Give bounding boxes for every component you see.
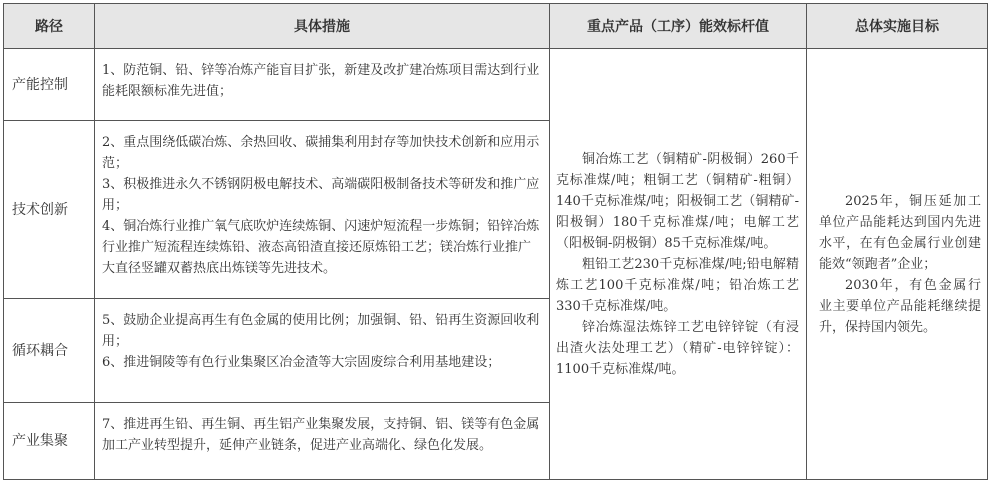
measures-cell [95,403,550,480]
benchmark-zinc: 锌冶炼湿法炼锌工艺电锌锌锭（有浸出渣火法处理工艺）（精矿-电锌锌锭）：1100千克标准煤/吨。 [556,319,799,377]
header-row [4,4,988,49]
measures-cell [95,49,550,121]
path-cell: 产业集聚 [4,403,95,480]
measure-item: 5、鼓励企业提高再生有色金属的使用比例；加强铜、铅、铅再生资源回收利用； [102,313,540,349]
path-cell: 产能控制 [4,49,95,121]
benchmark-cell [550,49,807,480]
benchmark-lead: 粗铅工艺230千克标准煤/吨;铅电解精炼工艺100千克标准煤/吨；铅冶炼工艺330千克标准煤/吨。 [556,256,799,314]
benchmark-copper: 铜冶炼工艺（铜精矿-阴极铜）260千克标准煤/吨；粗铜工艺（铜精矿-粗铜）140千克标准煤/吨；阳极铜工艺（铜精矿-阳极铜）180千克标准煤/吨；电解工艺（阳极铜-阴极铜）85千克标准煤/吨。 [556,151,799,251]
measure-item: 2、重点围绕低碳冶炼、余热回收、碳捕集利用封存等加快技术创新和应用示范； [102,135,540,171]
header-path: 路径 [4,4,95,49]
measures-table [3,3,988,480]
target-2030: 2030年，有色金属行业主要单位产品能耗继续提升，保持国内领先。 [819,277,981,335]
measures-cell [95,299,550,403]
measure-item: 7、推进再生铅、再生铜、再生铝产业集聚发展，支持铜、铝、镁等有色金属加工产业转型提升，延伸产业链条，促进产业高端化、绿色化发展。 [102,417,540,453]
measure-item: 3、积极推进永久不锈钢阴极电解技术、高端碳阳极制备技术等研发和推广应用； [102,177,540,213]
path-cell: 技术创新 [4,121,95,299]
measure-item: 4、铜冶炼行业推广氧气底吹炉连续炼铜、闪速炉短流程一步炼铜；铅锌冶炼行业推广短流程连续炼铅、液态高铅渣直接还原炼铅工艺；镁冶炼行业推广大直径竖罐双蓄热底出炼镁等先进技术。 [102,219,540,276]
header-target: 总体实施目标 [807,4,988,49]
table-row [4,49,988,121]
header-measures: 具体措施 [95,4,550,49]
measure-item: 1、防范铜、铅、锌等冶炼产能盲目扩张，新建及改扩建冶炼项目需达到行业能耗限额标准先进值； [102,63,540,99]
measures-cell [95,121,550,299]
target-cell [807,49,988,480]
path-cell: 循环耦合 [4,299,95,403]
target-2025: 2025年，铜压延加工单位产品能耗达到国内先进水平，在有色金属行业创建能效“领跑者”企业； [819,193,981,272]
measure-item: 6、推进铜陵等有色行业集聚区冶金渣等大宗固废综合利用基地建设； [102,355,501,370]
header-benchmark: 重点产品（工序）能效标杆值 [550,4,807,49]
